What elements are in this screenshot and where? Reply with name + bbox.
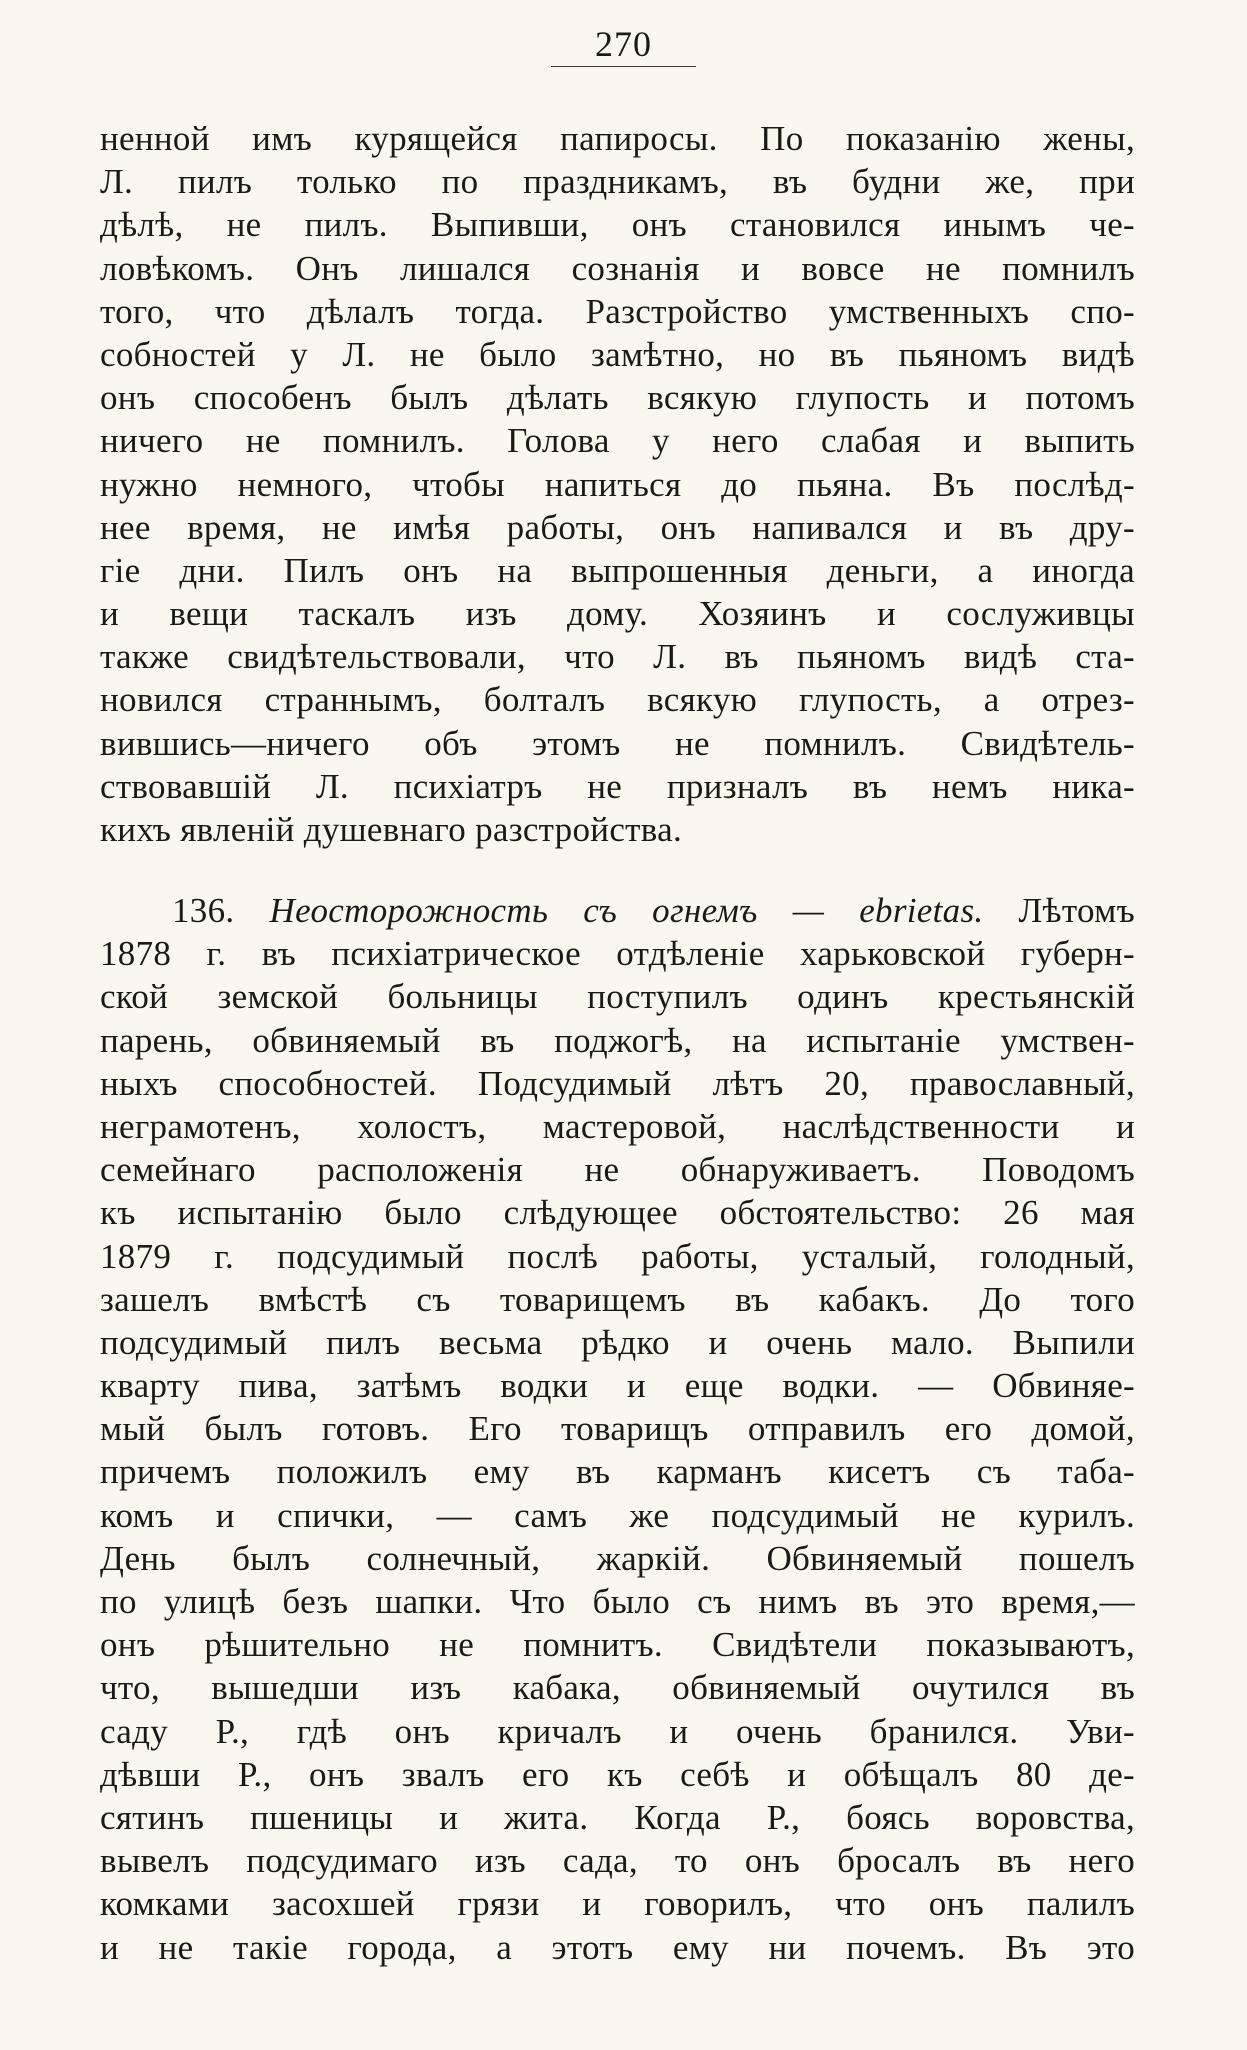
text-line: также свидѣтельствовали, что Л. въ пьяномъ видѣ ста- (100, 637, 1135, 677)
text-line: что, вышедши изъ кабака, обвиняемый очутился въ (100, 1668, 1135, 1708)
text-line: вывелъ подсудимаго изъ сада, то онъ бросалъ въ него (100, 1841, 1135, 1881)
text-line: семейнаго расположенія не обнаруживаетъ. Поводомъ (100, 1150, 1135, 1190)
text-line: мый былъ готовъ. Его товарищъ отправилъ его домой, (100, 1409, 1135, 1449)
text-line: нее время, не имѣя работы, онъ напивался и въ дру- (100, 507, 1135, 547)
text-line: комками засохшей грязи и говорилъ, что онъ палилъ (100, 1884, 1135, 1924)
text-line: вившись—ничего объ этомъ не помнилъ. Свидѣтель- (100, 723, 1135, 763)
text-line: онъ способенъ былъ дѣлать всякую глупость и потомъ (100, 378, 1135, 418)
text-line: саду Р., гдѣ онъ кричалъ и очень бранился. Уви- (100, 1711, 1135, 1751)
text-line: кихъ явленій душевнаго разстройства. (100, 810, 682, 849)
text-line: по улицѣ безъ шапки. Что было съ нимъ въ это время,— (100, 1582, 1135, 1621)
text-line: 1878 г. въ психіатрическое отдѣленіе харьковской губерн- (100, 934, 1135, 974)
page-number: 270 (595, 24, 652, 64)
text-line: гіе дни. Пилъ онъ на выпрошенныя деньги, а иногда (100, 550, 1135, 590)
text-line: ствовавшій Л. психіатръ не призналъ въ немъ ника- (100, 766, 1135, 806)
text-line: причемъ положилъ ему въ карманъ кисетъ съ таба- (100, 1452, 1135, 1492)
case-title: Неосторожность съ огнемъ — ebrietas. (269, 891, 984, 930)
text-line: ненной имъ курящейся папиросы. По показанію жены, (100, 119, 1135, 158)
text-line: комъ и спички, — самъ же подсудимый не курилъ. (100, 1495, 1135, 1535)
text-line: сятинъ пшеницы и жита. Когда Р., боясь воровства, (100, 1797, 1135, 1837)
text-line: парень, обвиняемый въ поджогѣ, на испытаніе умствен- (100, 1020, 1135, 1060)
text-line: и вещи таскалъ изъ дому. Хозяинъ и сослуживцы (100, 594, 1135, 634)
text-line: нужно немного, чтобы напиться до пьяна. Въ послѣд- (100, 464, 1135, 504)
text-line: и не такіе города, а этотъ ему ни почемъ. Въ это (100, 1927, 1135, 1967)
case-number: 136. (172, 891, 235, 930)
text-line: новился страннымъ, болталъ всякую глупость, а отрез- (100, 680, 1135, 720)
case-136-paragraph (100, 889, 1135, 1969)
text-line: ловѣкомъ. Онъ лишался сознанія и вовсе не помнилъ (100, 248, 1135, 288)
text-line: подсудимый пилъ весьма рѣдко и очень мало. Выпили (100, 1322, 1135, 1362)
text-line: дѣвши Р., онъ звалъ его къ себѣ и обѣщалъ 80 де- (100, 1754, 1135, 1794)
text-line: собностей у Л. не было замѣтно, но въ пьяномъ видѣ (100, 334, 1135, 374)
text-line: День былъ солнечный, жаркій. Обвиняемый пошелъ (100, 1538, 1135, 1578)
case-heading-line (100, 889, 1135, 932)
text-line: неграмотенъ, холостъ, мастеровой, наслѣдственности и (100, 1106, 1135, 1146)
text-line: онъ рѣшительно не помнитъ. Свидѣтели показываютъ, (100, 1625, 1135, 1665)
text-line: кварту пива, затѣмъ водки и еще водки. — Обвиняе- (100, 1366, 1135, 1406)
paragraph-continued (100, 117, 1135, 851)
text-line: ской земской больницы поступилъ одинъ крестьянскій (100, 977, 1135, 1017)
text-line: къ испытанію было слѣдующее обстоятельство: 26 мая (100, 1193, 1135, 1233)
text-line: ныхъ способностей. Подсудимый лѣтъ 20, православный, (100, 1063, 1135, 1103)
text-line: дѣлѣ, не пилъ. Выпивши, онъ становился инымъ че- (100, 205, 1135, 245)
text-line: Л. пилъ только по праздникамъ, въ будни же, при (100, 162, 1135, 202)
text-line: того, что дѣлалъ тогда. Разстройство умственныхъ спо- (100, 291, 1135, 331)
text-line: ничего не помнилъ. Голова у него слабая и выпить (100, 421, 1135, 461)
case-heading-rest: Лѣтомъ (1018, 891, 1135, 930)
text-line: зашелъ вмѣстѣ съ товарищемъ въ кабакъ. До того (100, 1279, 1135, 1319)
text-line: 1879 г. подсудимый послѣ работы, усталый, голодный, (100, 1236, 1135, 1276)
page-number-rule (551, 66, 696, 67)
